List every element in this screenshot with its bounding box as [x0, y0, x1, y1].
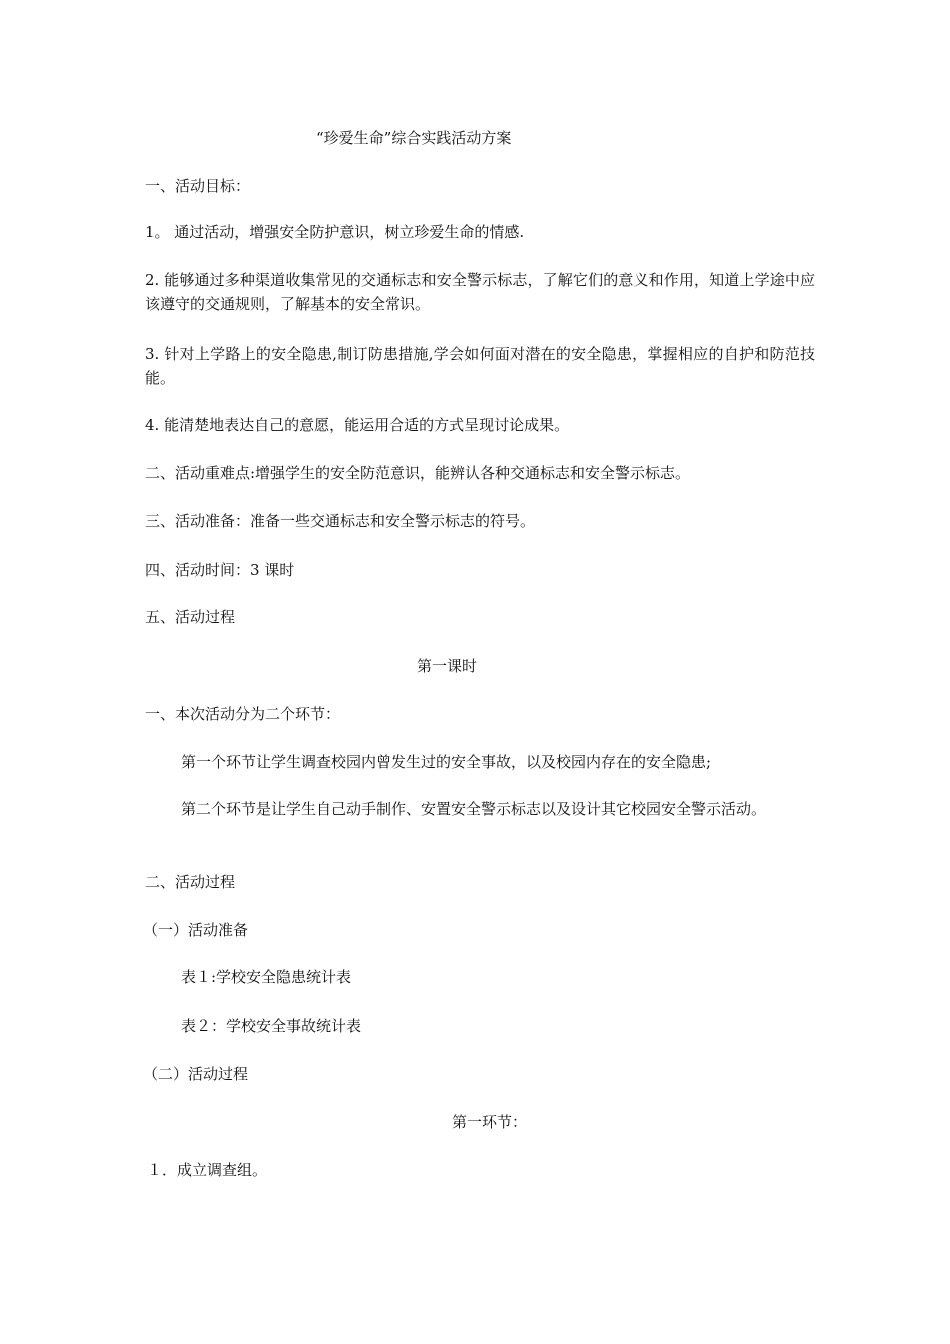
- section-heading-goals: 一、活动目标：: [145, 177, 251, 195]
- goal-item-3: 3. 针对上学路上的安全隐患,制订防患措施,学会如何面对潜在的安全隐患，掌握相应的自护和防范技能。: [145, 345, 815, 387]
- part-heading-process: 二、活动过程: [145, 873, 236, 891]
- section-preparation: 三、活动准备：准备一些交通标志和安全警示标志的符号。: [145, 512, 536, 530]
- subheading-process: （二）活动过程: [143, 1065, 249, 1083]
- section-process: 五、活动过程: [145, 608, 236, 626]
- goal-item-2: 2. 能够通过多种渠道收集常见的交通标志和安全警示标志，了解它们的意义和作用，知道上学途中应该遵守的交通规则，了解基本的安全常识。: [145, 271, 815, 313]
- document-title: “珍爱生命”综合实践活动方案: [316, 129, 512, 147]
- subheading-preparation: （一）活动准备: [143, 921, 249, 939]
- goal-item-1: 1。 通过活动，增强安全防护意识，树立珍爱生命的情感.: [145, 223, 525, 241]
- stage-description-1: 第一个环节让学生调查校园内曾发生过的安全事故，以及校园内存在的安全隐患;: [181, 753, 712, 771]
- table-ref-2: 表２：学校安全事故统计表: [181, 1017, 362, 1035]
- lesson-heading: 第一课时: [417, 657, 478, 675]
- part-heading-stages: 一、本次活动分为二个环节：: [145, 705, 341, 723]
- step-heading: 第一环节：: [452, 1113, 528, 1131]
- step-item-1: １．成立调查组。: [147, 1161, 268, 1179]
- section-duration: 四、活动时间：3 课时: [145, 561, 295, 579]
- table-ref-1: 表１:学校安全隐患统计表: [181, 968, 352, 986]
- section-key-points: 二、活动重难点:增强学生的安全防范意识，能辨认各种交通标志和安全警示标志。: [145, 464, 691, 482]
- stage-description-2: 第二个环节是让学生自己动手制作、安置安全警示标志以及设计其它校园安全警示活动。: [181, 800, 767, 818]
- goal-item-4: 4. 能清楚地表达自己的意愿，能运用合适的方式呈现讨论成果。: [145, 416, 570, 434]
